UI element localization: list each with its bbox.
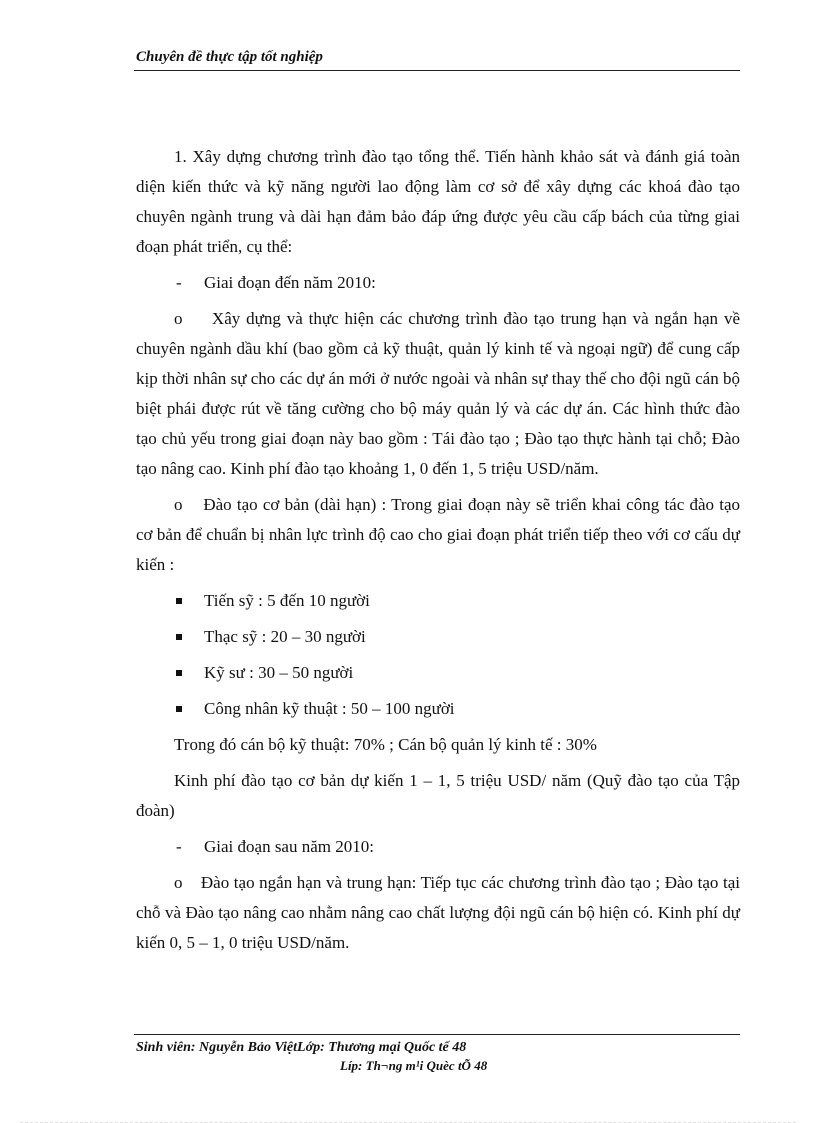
circle-marker: o <box>174 495 183 514</box>
short-term-training-text: Xây dựng và thực hiện các chương trình đào tạo trung hạn và ngắn hạn về chuyên ngành dầu khí (bao gồm cả kỹ thuật, quản lý kinh tế và ngoại ngữ) để cung cấp kịp thời nhân sự cho các dự án mới ở nước ngoài và nhân sự thay thế cho đội ngũ cán bộ biệt phái được rút về tăng cường cho bộ máy quản lý và các dự án. Các hình thức đào tạo chủ yếu trong giai đoạn này bao gồm : Tái đào tạo ; Đào tạo thực hành tại chỗ; Đào tạo nâng cao. Kinh phí đào tạo khoảng 1, 0 đến 1, 5 triệu USD/năm. <box>136 309 740 478</box>
square-bullet-icon <box>176 598 182 604</box>
page-header-title: Chuyên đề thực tập tốt nghiệp <box>136 49 323 65</box>
footer-student-line: Sinh viên: Nguyễn Bảo ViệtLớp: Thương mại Quốc tế 48 <box>136 1040 467 1055</box>
continued-training-text: Đào tạo ngắn hạn và trung hạn: Tiếp tục các chương trình đào tạo ; Đào tạo tại chỗ và Đào tạo nâng cao nhằm nâng cao chất lượng đội ngũ cán bộ hiện có. Kinh phí dự kiến 0, 5 – 1, 0 triệu USD/năm. <box>136 873 741 952</box>
list-item-text: Tiến sỹ : 5 đến 10 người <box>204 591 370 610</box>
basic-training-paragraph <box>136 490 740 580</box>
list-item <box>136 658 740 688</box>
list-item-text: Công nhân kỹ thuật : 50 – 100 người <box>204 699 455 718</box>
square-bullet-icon <box>176 634 182 640</box>
list-item-text: Kỹ sư : 30 – 50 người <box>204 663 354 682</box>
dash-marker: - <box>176 837 182 856</box>
dash-marker: - <box>176 273 182 292</box>
phase-1-heading <box>136 268 740 298</box>
phase-1-label: Giai đoạn đến năm 2010: <box>204 273 376 292</box>
circle-marker: o <box>174 873 183 892</box>
continued-training-paragraph <box>136 868 740 958</box>
square-bullet-icon <box>176 706 182 712</box>
budget-paragraph: Kinh phí đào tạo cơ bản dự kiến 1 – 1, 5 triệu USD/ năm (Quỹ đào tạo của Tập đoàn) <box>136 771 740 820</box>
list-item-text: Thạc sỹ : 20 – 30 người <box>204 627 366 646</box>
phase-2-heading <box>136 832 740 862</box>
square-bullet-icon <box>176 670 182 676</box>
footer-divider <box>134 1034 740 1035</box>
phase-2-label: Giai đoạn sau năm 2010: <box>204 837 374 856</box>
staff-ratio-paragraph: Trong đó cán bộ kỹ thuật: 70% ; Cán bộ quản lý kinh tế : 30% <box>174 735 597 754</box>
header-divider <box>134 70 740 71</box>
list-item <box>136 694 740 724</box>
short-term-training-paragraph <box>136 304 740 484</box>
footer-class-line: Líp: Th¬ng m¹i Quèc tÕ 48 <box>340 1058 488 1073</box>
list-item <box>136 586 740 616</box>
circle-marker: o <box>174 309 183 328</box>
basic-training-text: Đào tạo cơ bản (dài hạn) : Trong giai đoạn này sẽ triển khai công tác đào tạo cơ bản để chuẩn bị nhân lực trình độ cao cho giai đoạn phát triển tiếp theo với cơ cấu dự kiến : <box>136 495 740 574</box>
document-body <box>136 142 740 964</box>
intro-paragraph: 1. Xây dựng chương trình đào tạo tổng thể. Tiến hành khảo sát và đánh giá toàn diện kiến thức và kỹ năng người lao động làm cơ sở để xây dựng các khoá đào tạo chuyên ngành trung và dài hạn đảm bảo đáp ứng được yêu cầu cấp bách của từng giai đoạn phát triển, cụ thể: <box>136 147 740 256</box>
list-item <box>136 622 740 652</box>
